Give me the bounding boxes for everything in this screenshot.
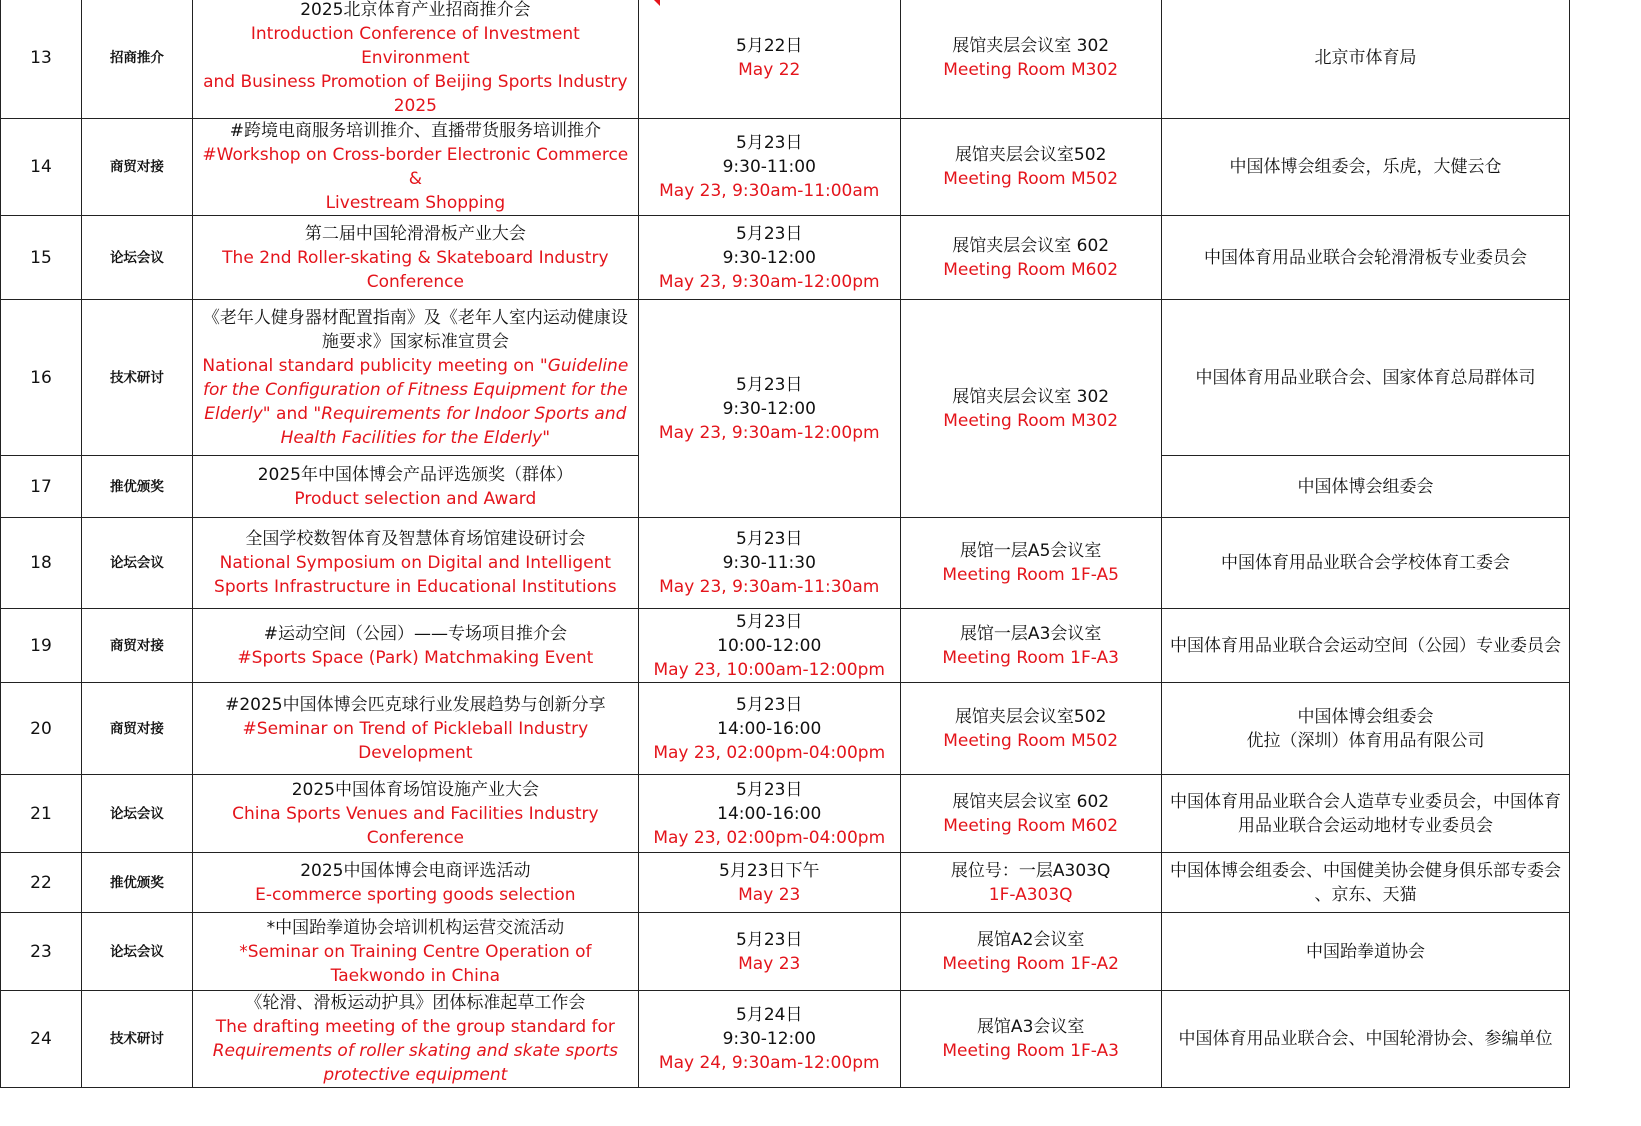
event-organizer-cell: [1161, 683, 1570, 775]
cell-comment-marker: [654, 0, 660, 6]
event-time-cell: [638, 518, 900, 609]
event-organizer-cell: [1161, 913, 1570, 991]
event-time-cell: [638, 683, 900, 775]
cell-text-line: #Sports Space (Park) Matchmaking Event: [237, 647, 594, 668]
table-row: [1, 683, 1641, 775]
cell-text-line: 9:30-11:30: [722, 553, 816, 573]
event-number-cell: 20: [1, 683, 82, 775]
cell-text-line: Requirements of roller skating and skate sports: [212, 1041, 618, 1061]
cell-text-line: #运动空间（公园）——专场项目推介会: [263, 623, 567, 644]
cell-text-line: May 23: [738, 884, 801, 905]
event-time-cell: [638, 991, 900, 1088]
cell-text-line: 中国体育用品业联合会运动空间（公园）专业委员会: [1170, 635, 1562, 656]
cell-text-line: May 24, 9:30am-12:00pm: [658, 1053, 880, 1073]
event-organizer-cell: [1161, 456, 1570, 518]
event-category-cell: 推优颁奖: [81, 456, 192, 518]
table-row: [1, 913, 1641, 991]
cell-text-line: 9:30-12:00: [722, 398, 816, 419]
cell-text-line: 中国体博会组委会，乐虎，大健云仓: [1229, 157, 1502, 177]
event-number-cell: 18: [1, 518, 82, 609]
event-category-cell: 技术研讨: [81, 991, 192, 1088]
cell-text-line: 施要求》国家标准宣贯会: [321, 331, 509, 352]
cell-text-line: May 23, 9:30am-12:00pm: [658, 271, 880, 292]
event-category-cell: 商贸对接: [81, 683, 192, 775]
cell-text-line: 展馆夹层会议室502: [954, 706, 1107, 727]
table-row: [1, 853, 1641, 913]
cell-text-line: Meeting Room 1F-A3: [942, 1041, 1119, 1061]
event-venue-cell: [900, 775, 1161, 853]
cell-text-line: 5月23日: [736, 779, 803, 800]
cell-text-line: Meeting Room M602: [943, 815, 1119, 836]
cell-text-line: 中国体育用品业联合会人造草专业委员会，中国体育: [1170, 791, 1562, 812]
event-name-cell: [192, 456, 638, 518]
cell-text-line: 5月23日: [736, 223, 803, 244]
event-organizer-cell: [1161, 609, 1570, 683]
cell-text-line: *中国跆拳道协会培训机构运营交流活动: [266, 917, 565, 938]
cell-text-line: 展馆夹层会议室502: [954, 145, 1107, 165]
event-organizer-cell: [1161, 300, 1570, 456]
cell-text-line: *Seminar on Training Centre Operation of: [239, 941, 592, 962]
event-time-cell: [638, 0, 900, 119]
cell-text-line: 5月23日: [736, 694, 803, 715]
cell-text-line: 展馆夹层会议室 602: [952, 791, 1110, 812]
empty-cell: [1570, 456, 1641, 518]
cell-text-line: Conference: [366, 827, 464, 848]
cell-text-line: protective equipment: [323, 1065, 508, 1085]
event-category-cell: 论坛会议: [81, 216, 192, 300]
event-name-cell: [192, 300, 638, 456]
empty-cell: [1570, 853, 1641, 913]
event-category-cell: 论坛会议: [81, 518, 192, 609]
cell-text-line: 5月23日下午: [719, 860, 820, 881]
event-venue-cell: [900, 609, 1161, 683]
cell-text-fragment: National standard publicity meeting on ": [202, 355, 548, 376]
cell-text-line: 5月22日: [736, 36, 803, 56]
event-time-cell: [638, 775, 900, 853]
event-category-cell: 论坛会议: [81, 775, 192, 853]
cell-text-line: 9:30-12:00: [722, 247, 816, 268]
empty-cell: [1570, 609, 1641, 683]
event-name-cell: [192, 775, 638, 853]
empty-cell: [1570, 119, 1641, 216]
event-name-cell: [192, 216, 638, 300]
empty-cell: [1570, 775, 1641, 853]
cell-text-fragment: Guideline: [547, 355, 629, 376]
cell-text-line: Meeting Room M302: [943, 60, 1119, 80]
empty-cell: [1570, 683, 1641, 775]
cell-text-line: Meeting Room 1F-A5: [942, 565, 1119, 585]
event-organizer-cell: [1161, 216, 1570, 300]
event-venue-cell: [900, 853, 1161, 913]
cell-text-line: May 22: [738, 60, 801, 80]
event-category-cell: 论坛会议: [81, 913, 192, 991]
event-category-cell: 商贸对接: [81, 609, 192, 683]
cell-text-line: Meeting Room M502: [943, 169, 1119, 189]
cell-text-line: 2025北京体育产业招商推介会: [300, 0, 531, 20]
cell-text-line: Livestream Shopping: [325, 193, 506, 213]
event-number-cell: 19: [1, 609, 82, 683]
event-venue-cell: [900, 518, 1161, 609]
event-venue-cell: [900, 0, 1161, 119]
cell-text-line: 5月23日: [736, 133, 803, 153]
cell-text-line: 展馆A2会议室: [976, 929, 1085, 950]
cell-text-line: 、京东、天猫: [1314, 884, 1417, 905]
cell-text-line: 中国体博会组委会、中国健美协会健身俱乐部专委会: [1170, 860, 1562, 881]
cell-text-line: 14:00-16:00: [717, 718, 822, 739]
cell-text-line: Meeting Room M302: [943, 410, 1119, 431]
event-number-cell: 22: [1, 853, 82, 913]
event-time-cell: [638, 216, 900, 300]
event-time-cell: [638, 119, 900, 216]
table-row: [1, 775, 1641, 853]
cell-text-line: May 23, 02:00pm-04:00pm: [653, 827, 886, 848]
cell-text-line: Product selection and Award: [294, 488, 537, 509]
cell-text-line: Meeting Room 1F-A2: [942, 953, 1119, 974]
event-organizer-cell: [1161, 0, 1570, 119]
event-number-cell: 16: [1, 300, 82, 456]
cell-text-fragment: ": [542, 427, 551, 448]
table-row: [1, 518, 1641, 609]
event-number-cell: 24: [1, 991, 82, 1088]
cell-text-line: 优拉（深圳）体育用品有限公司: [1246, 730, 1485, 751]
cell-text-line: 5月23日: [736, 529, 803, 549]
cell-text-line: China Sports Venues and Facilities Industry: [232, 803, 599, 824]
cell-text-line: #Seminar on Trend of Pickleball Industry: [242, 718, 589, 739]
event-organizer-cell: [1161, 853, 1570, 913]
cell-text-line: National Symposium on Digital and Intelligent: [219, 553, 612, 573]
cell-text-line: The drafting meeting of the group standard for: [215, 1017, 615, 1037]
table-row: [1, 991, 1641, 1088]
cell-text-fragment: Requirements for Indoor Sports and: [321, 403, 627, 424]
cell-text-line: 展馆夹层会议室 302: [952, 36, 1110, 56]
event-number-cell: 13: [1, 0, 82, 119]
table-row: [1, 0, 1641, 119]
event-number-cell: 14: [1, 119, 82, 216]
cell-text-line: 9:30-12:00: [722, 1029, 816, 1049]
cell-text-line: 展馆一层A5会议室: [959, 541, 1102, 561]
cell-text-fragment: " and ": [262, 403, 322, 424]
cell-text-line: 展位号：一层A303Q: [950, 860, 1111, 881]
event-name-cell: [192, 853, 638, 913]
cell-text-line: May 23, 9:30am-11:30am: [659, 577, 880, 597]
cell-text-line: 展馆夹层会议室 602: [952, 235, 1110, 256]
event-name-cell: [192, 518, 638, 609]
cell-text-fragment: Health Facilities for the Elderly: [280, 427, 543, 448]
event-organizer-cell: [1161, 518, 1570, 609]
cell-text-line: 1F-A303Q: [988, 884, 1073, 905]
cell-text-line: Development: [358, 742, 473, 763]
event-category-cell: 商贸对接: [81, 119, 192, 216]
event-number-cell: 17: [1, 456, 82, 518]
cell-text-line: 中国体博会组委会: [1297, 476, 1434, 497]
empty-cell: [1570, 913, 1641, 991]
event-time-cell: [638, 853, 900, 913]
cell-text-line: May 23, 9:30am-11:00am: [659, 181, 880, 201]
cell-text-line: Sports Infrastructure in Educational Institutions: [214, 577, 617, 597]
cell-text-line: The 2nd Roller-skating & Skateboard Industry: [222, 247, 609, 268]
cell-text-line: 2025中国体育场馆设施产业大会: [291, 779, 539, 800]
event-name-cell: [192, 991, 638, 1088]
cell-text-line: 《老年人健身器材配置指南》及《老年人室内运动健康设: [202, 307, 628, 328]
cell-text-line: and Business Promotion of Beijing Sports Industry: [203, 72, 628, 92]
cell-text-line: 第二届中国轮滑滑板产业大会: [304, 223, 526, 244]
event-category-cell: 推优颁奖: [81, 853, 192, 913]
event-category-cell: 招商推介: [81, 0, 192, 119]
empty-cell: [1570, 216, 1641, 300]
table-row: [1, 609, 1641, 683]
cell-text-line: 5月23日: [736, 929, 803, 950]
event-venue-cell: [900, 119, 1161, 216]
event-number-cell: 23: [1, 913, 82, 991]
cell-text-line: #跨境电商服务培训推介、直播带货服务培训推介: [229, 121, 601, 141]
cell-text-line: 2025: [393, 96, 437, 116]
cell-text-line: #2025中国体博会匹克球行业发展趋势与创新分享: [225, 694, 606, 715]
cell-text-line: 北京市体育局: [1314, 48, 1417, 68]
event-category-cell: 技术研讨: [81, 300, 192, 456]
event-number-cell: 15: [1, 216, 82, 300]
event-venue-cell: [900, 300, 1161, 518]
cell-text-line: #Workshop on Cross-border Electronic Commerce &: [202, 145, 629, 189]
cell-text-line: Meeting Room M602: [943, 259, 1119, 280]
cell-text-line: 中国体育用品业联合会学校体育工委会: [1221, 553, 1511, 573]
cell-text-line: May 23: [738, 953, 801, 974]
cell-text-line: 展馆一层A3会议室: [959, 623, 1102, 644]
empty-cell: [1570, 0, 1641, 119]
cell-text-line: 用品业联合会运动地材专业委员会: [1238, 815, 1494, 836]
cell-text-line: 中国体育用品业联合会、国家体育总局群体司: [1195, 367, 1536, 388]
event-time-cell: [638, 300, 900, 518]
event-organizer-cell: [1161, 119, 1570, 216]
cell-text-line: 中国体博会组委会: [1297, 706, 1434, 727]
empty-cell: [1570, 991, 1641, 1088]
event-venue-cell: [900, 683, 1161, 775]
cell-text-line: 5月23日: [736, 611, 803, 632]
cell-text-line: 展馆夹层会议室 302: [952, 386, 1110, 407]
event-name-cell: [192, 683, 638, 775]
cell-text-line: May 23, 10:00am-12:00pm: [653, 659, 885, 680]
cell-text-line: May 23, 9:30am-12:00pm: [658, 422, 880, 443]
table-row: [1, 216, 1641, 300]
event-organizer-cell: [1161, 991, 1570, 1088]
cell-text-line: 14:00-16:00: [717, 803, 822, 824]
event-name-cell: [192, 119, 638, 216]
event-organizer-cell: [1161, 775, 1570, 853]
cell-text-fragment: Elderly: [204, 403, 263, 424]
event-name-cell: [192, 913, 638, 991]
cell-text-line: Conference: [366, 271, 464, 292]
cell-text-line: 5月23日: [736, 374, 803, 395]
cell-text-line: 中国体育用品业联合会、中国轮滑协会、参编单位: [1178, 1029, 1553, 1049]
cell-text-line: Taekwondo in China: [330, 965, 501, 986]
event-number-cell: 21: [1, 775, 82, 853]
event-name-cell: [192, 0, 638, 119]
cell-text-line: 全国学校数智体育及智慧体育场馆建设研讨会: [245, 529, 586, 549]
cell-text-line: 展馆A3会议室: [976, 1017, 1085, 1037]
cell-text-line: 中国跆拳道协会: [1306, 941, 1426, 962]
cell-text-line: May 23, 02:00pm-04:00pm: [653, 742, 886, 763]
cell-text-line: Meeting Room M502: [943, 730, 1119, 751]
event-time-cell: [638, 913, 900, 991]
event-time-cell: [638, 609, 900, 683]
cell-text-line: 9:30-11:00: [722, 157, 816, 177]
table-row: [1, 300, 1641, 456]
cell-text-line: Introduction Conference of Investment Environment: [250, 24, 580, 68]
cell-text-line: 2025中国体博会电商评选活动: [300, 860, 531, 881]
empty-cell: [1570, 300, 1641, 456]
cell-text-line: 《轮滑、滑板运动护具》团体标准起草工作会: [245, 993, 586, 1013]
cell-text-line: 中国体育用品业联合会轮滑滑板专业委员会: [1204, 247, 1528, 268]
cell-text-line: 10:00-12:00: [717, 635, 822, 656]
event-venue-cell: [900, 216, 1161, 300]
event-venue-cell: [900, 913, 1161, 991]
cell-text-line: 2025年中国体博会产品评选颁奖（群体）: [257, 464, 573, 485]
table-row: [1, 119, 1641, 216]
cell-text-line: E-commerce sporting goods selection: [255, 884, 576, 905]
cell-text-line: Meeting Room 1F-A3: [942, 647, 1119, 668]
cell-text-line: 5月24日: [736, 1005, 803, 1025]
empty-cell: [1570, 518, 1641, 609]
cell-text-fragment: for the Configuration of Fitness Equipment for the: [202, 379, 628, 400]
event-name-cell: [192, 609, 638, 683]
event-venue-cell: [900, 991, 1161, 1088]
